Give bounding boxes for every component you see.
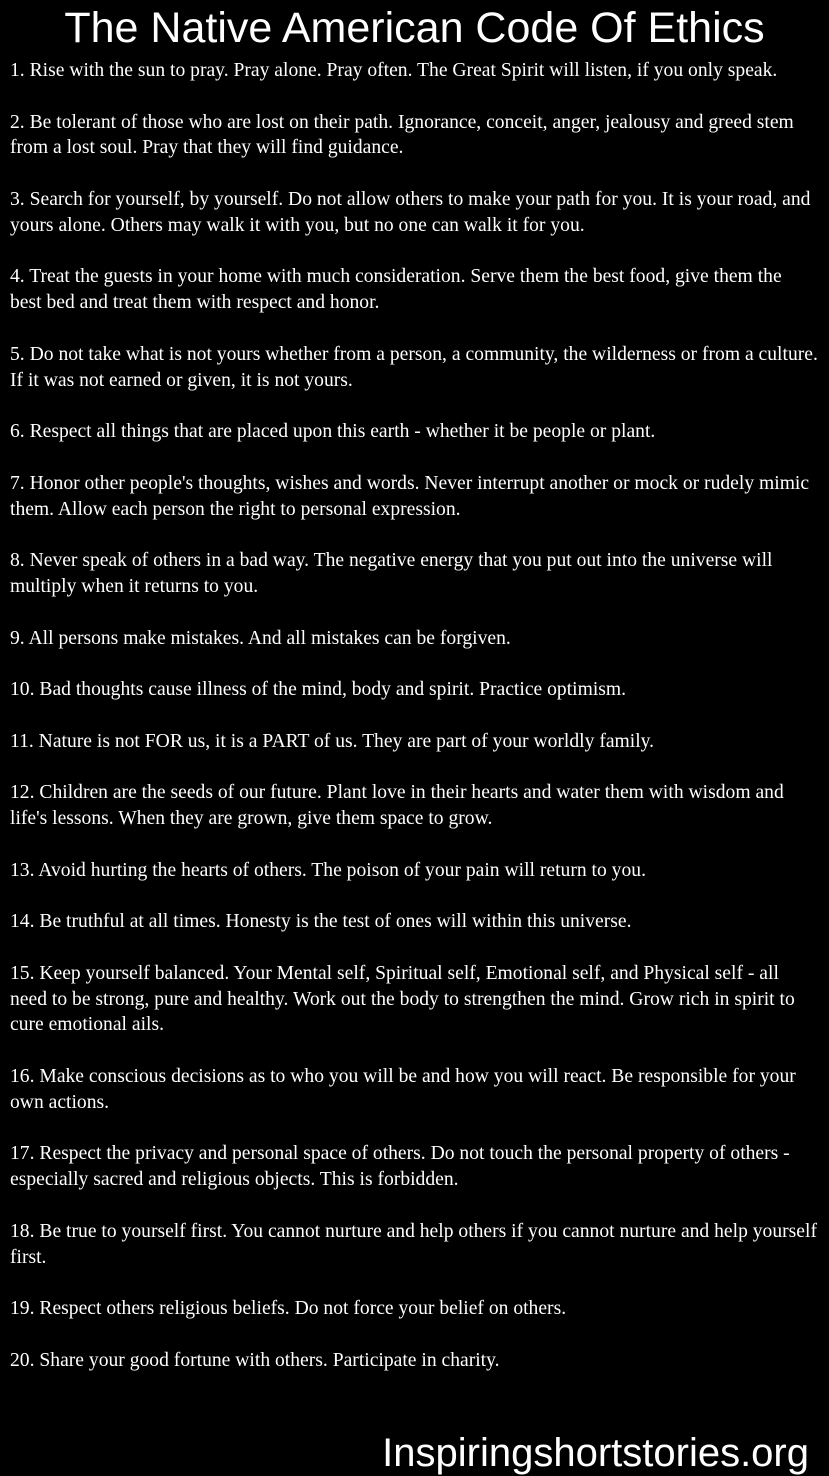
list-item: 11. Nature is not FOR us, it is a PART of us. They are part of your worldly family. bbox=[10, 730, 655, 752]
list-item: 20. Share your good fortune with others. Participate in charity. bbox=[10, 1349, 500, 1371]
list-item: 5. Do not take what is not yours whether from a person, a community, the wilderness or from a culture. If it was not earned or given, it is not yours. bbox=[10, 343, 818, 391]
list-item: 4. Treat the guests in your home with much consideration. Serve them the best food, give them the best bed and treat them with respect and honor. bbox=[10, 266, 782, 314]
list-item: 17. Respect the privacy and personal space of others. Do not touch the personal property of others - especially sacred and religious objects. This is forbidden. bbox=[10, 1143, 790, 1191]
site-watermark: Inspiringshortstories.org bbox=[382, 1431, 809, 1475]
list-item: 10. Bad thoughts cause illness of the mind, body and spirit. Practice optimism. bbox=[10, 679, 627, 701]
list-item: 19. Respect others religious beliefs. Do not force your belief on others. bbox=[10, 1298, 567, 1320]
list-item: 12. Children are the seeds of our future. Plant love in their hearts and water them with wisdom and life's lessons. When they are grown, give them space to grow. bbox=[10, 782, 784, 830]
list-item: 1. Rise with the sun to pray. Pray alone. Pray often. The Great Spirit will listen, if you only speak. bbox=[10, 60, 778, 81]
list-item: 2. Be tolerant of those who are lost on their path. Ignorance, conceit, anger, jealousy and greed stem from a lost soul. Pray that they will find guidance. bbox=[10, 111, 794, 159]
list-item: 16. Make conscious decisions as to who you will be and how you will react. Be responsible for your own actions. bbox=[10, 1066, 796, 1113]
list-item: 9. All persons make mistakes. And all mistakes can be forgiven. bbox=[10, 627, 511, 649]
ethics-list bbox=[10, 58, 818, 1399]
list-item: 7. Honor other people's thoughts, wishes and words. Never interrupt another or mock or rudely mimic them. Allow each person the right to personal expression. bbox=[10, 472, 810, 520]
list-item: 13. Avoid hurting the hearts of others. The poison of your pain will return to you. bbox=[10, 859, 646, 881]
list-item: 14. Be truthful at all times. Honesty is the test of ones will within this universe. bbox=[10, 911, 632, 933]
list-item: 18. Be true to yourself first. You cannot nurture and help others if you cannot nurture and help yourself first. bbox=[10, 1220, 817, 1268]
list-item: 15. Keep yourself balanced. Your Mental self, Spiritual self, Emotional self, and Physical self - all need to be strong, pure and healthy. Work out the body to strengthen the mind. Grow rich in spirit to cure emotional ails. bbox=[10, 962, 795, 1036]
list-item: 8. Never speak of others in a bad way. The negative energy that you put out into the universe will multiply when it returns to you. bbox=[10, 550, 773, 597]
list-item: 3. Search for yourself, by yourself. Do not allow others to make your path for you. It is your road, and yours alone. Others may walk it with you, but no one can walk it for you. bbox=[10, 188, 811, 236]
list-item: 6. Respect all things that are placed upon this earth - whether it be people or plant. bbox=[10, 421, 656, 443]
page-title: The Native American Code Of Ethics bbox=[64, 4, 765, 52]
